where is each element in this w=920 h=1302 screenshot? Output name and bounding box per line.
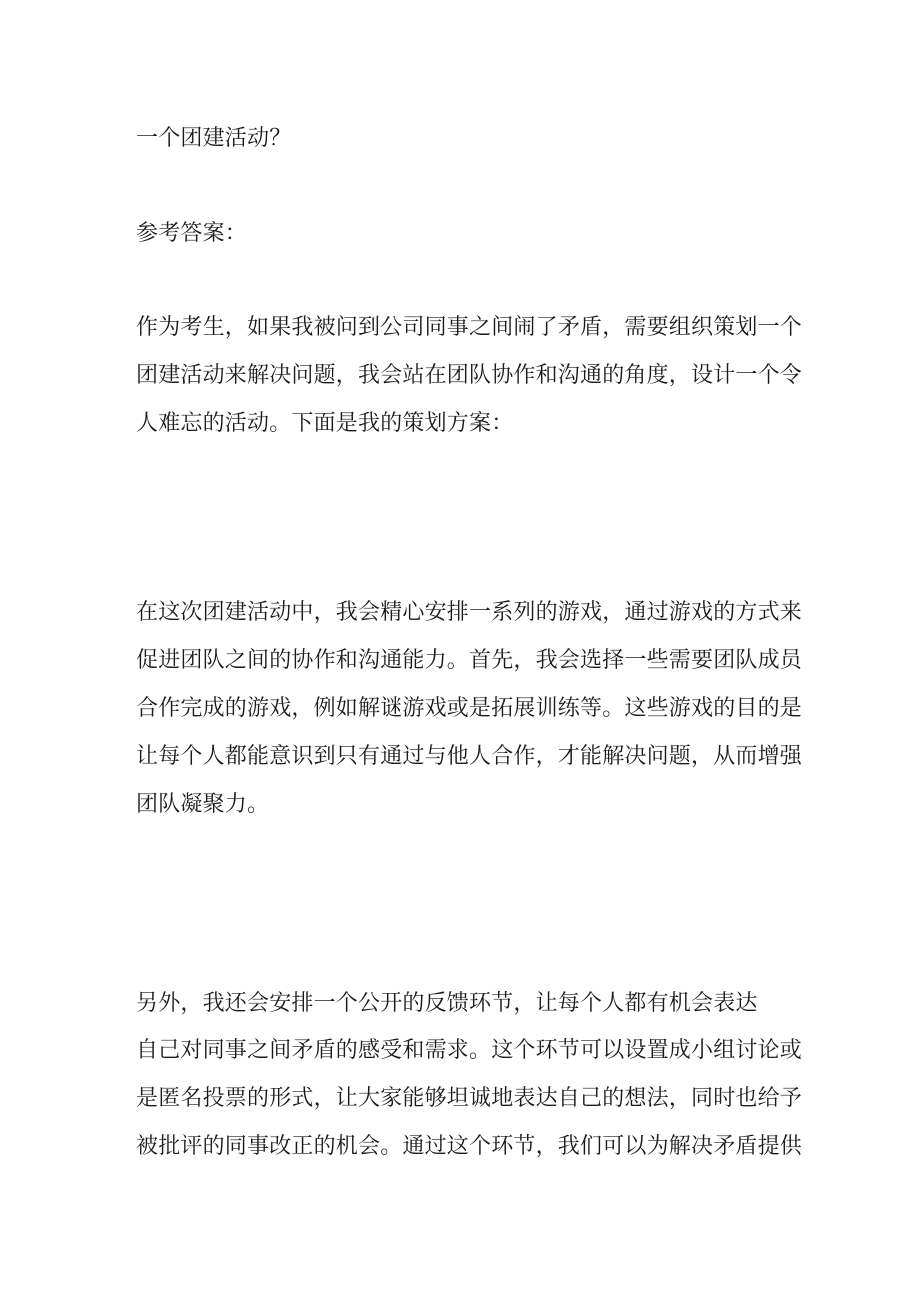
paragraph-line: 合作完成的游戏，例如解谜游戏或是拓展训练等。这些游戏的目的是 xyxy=(136,696,803,721)
paragraph-line: 让每个人都能意识到只有通过与他人合作，才能解决问题，从而增强 xyxy=(136,744,803,769)
paragraph-line: 人难忘的活动。下面是我的策划方案： xyxy=(136,411,514,436)
paragraph-line: 自己对同事之间矛盾的感受和需求。这个环节可以设置成小组讨论或 xyxy=(136,1038,803,1063)
paragraph-line: 另外，我还会安排一个公开的反馈环节，让每个人都有机会表达 xyxy=(136,991,758,1016)
paragraph-line: 团建活动来解决问题，我会站在团队协作和沟通的角度，设计一个令 xyxy=(136,363,803,388)
paragraph-line: 促进团队之间的协作和沟通能力。首先，我会选择一些需要团队成员 xyxy=(136,648,803,673)
paragraph-line: 团队凝聚力。 xyxy=(136,792,270,817)
paragraph-line: 是匿名投票的形式，让大家能够坦诚地表达自己的想法，同时也给予 xyxy=(136,1086,803,1111)
paragraph-line: 在这次团建活动中，我会精心安排一系列的游戏，通过游戏的方式来 xyxy=(136,600,803,625)
paragraph-line: 被批评的同事改正的机会。通过这个环节，我们可以为解决矛盾提供 xyxy=(136,1134,803,1159)
paragraph-line: 作为考生，如果我被问到公司同事之间闹了矛盾，需要组织策划一个 xyxy=(136,315,803,340)
question-tail: 一个团建活动？ xyxy=(136,126,292,151)
answer-heading: 参考答案： xyxy=(136,221,248,246)
